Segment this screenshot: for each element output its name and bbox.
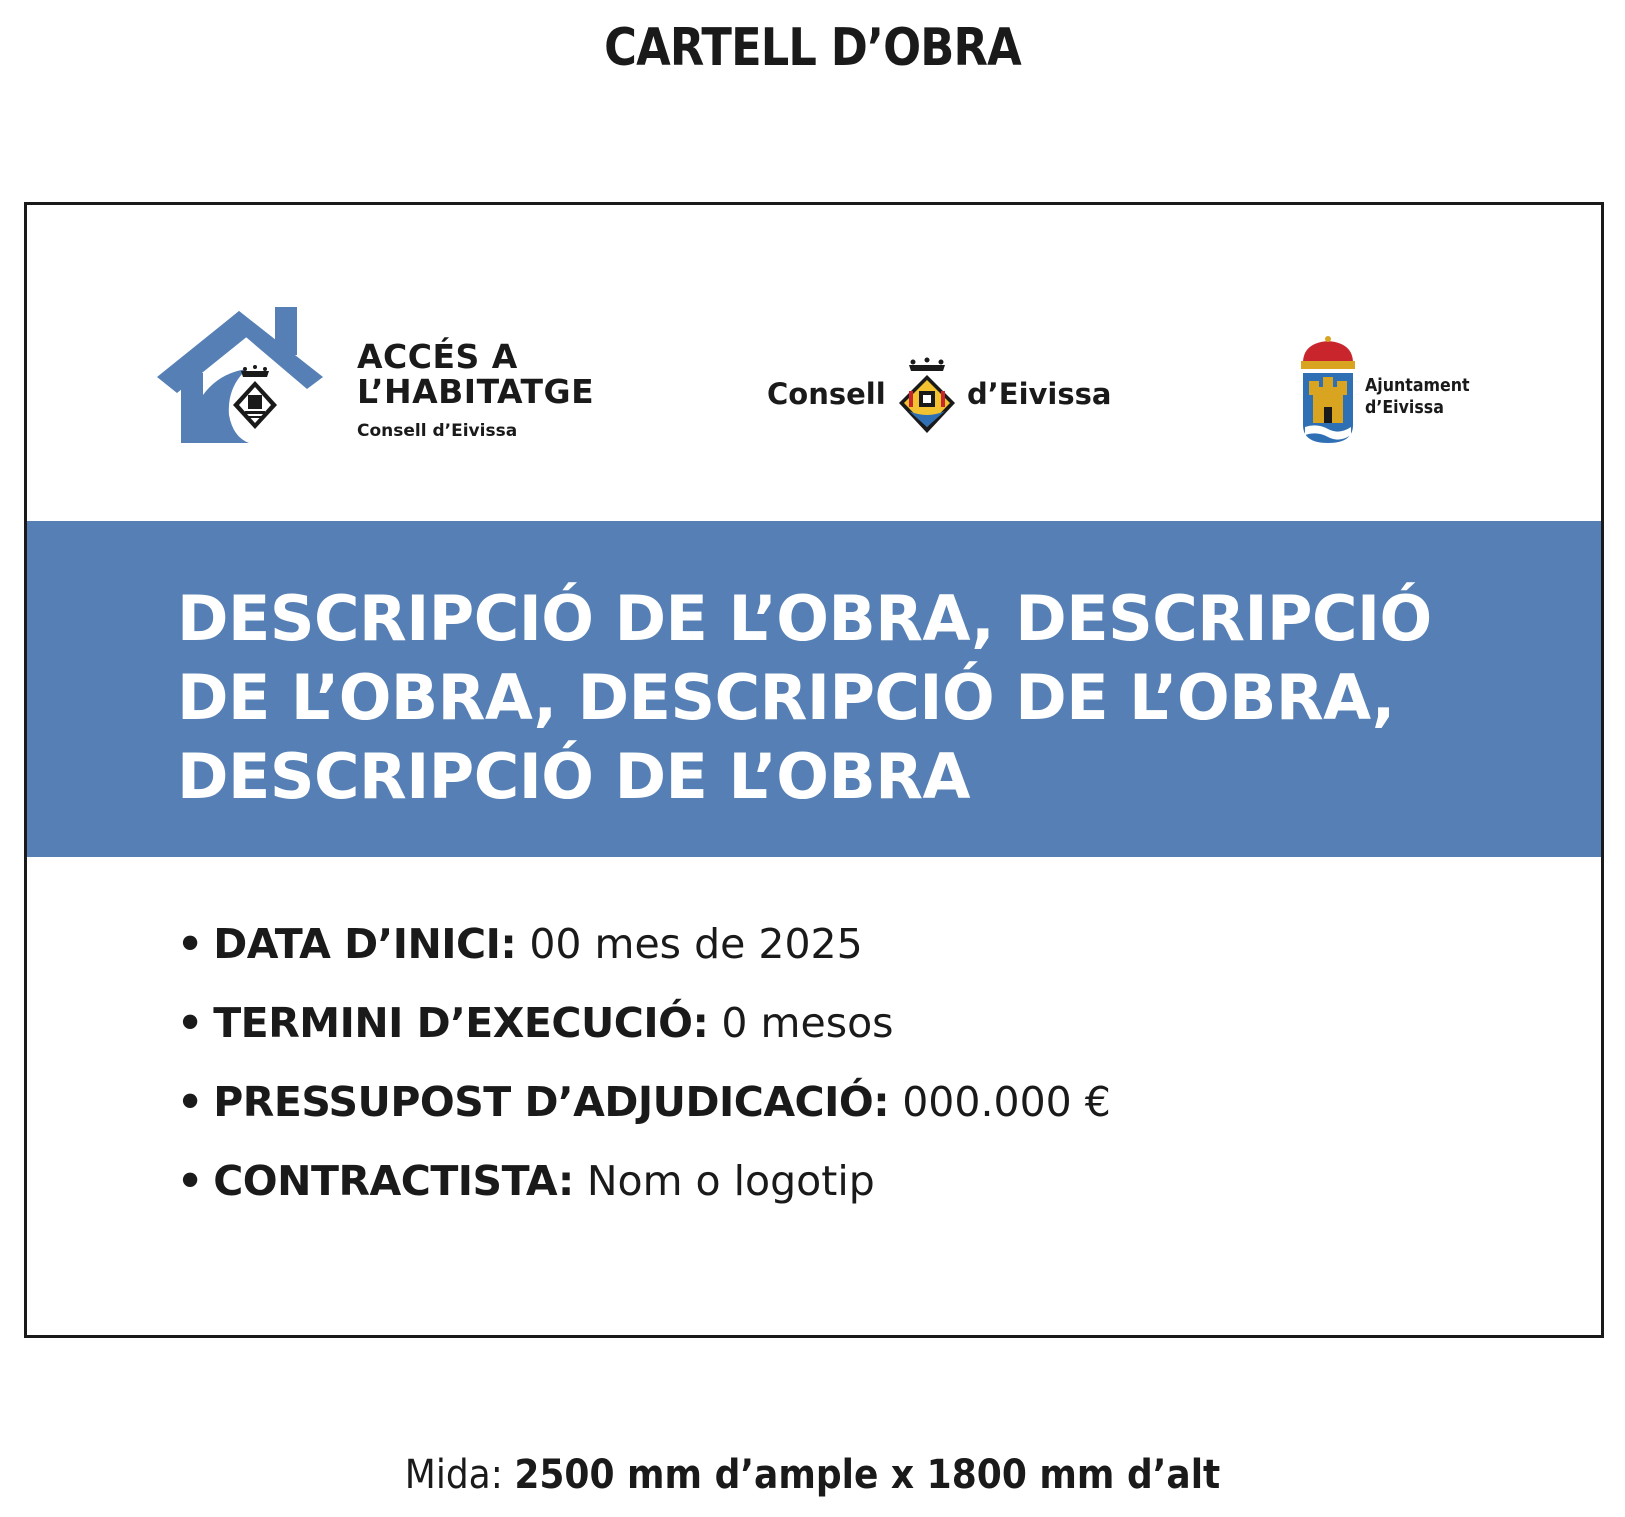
ajuntament-text [1365, 375, 1470, 419]
habitatge-logo-text [357, 339, 594, 441]
habitatge-line2: L’HABITATGE [357, 372, 595, 411]
construction-sign [24, 202, 1604, 1338]
page-title: CARTELL D’OBRA [604, 18, 1021, 78]
consell-left-text: Consell [767, 377, 886, 411]
detail-label: CONTRACTISTA: [213, 1157, 574, 1205]
ajuntament-line1: Ajuntament [1365, 375, 1470, 396]
ajuntament-line2: d’Eivissa [1365, 397, 1444, 418]
footer-prefix: Mida: [404, 1452, 503, 1498]
detail-execution-term [177, 984, 1111, 1063]
consell-logo [767, 355, 1127, 435]
detail-label: DATA D’INICI: [213, 920, 517, 968]
footer-size: 2500 mm d’ample x 1800 mm d’alt [514, 1452, 1221, 1498]
habitatge-line1: ACCÉS A [357, 337, 518, 376]
bullet: • [177, 1157, 204, 1205]
ajuntament-logo [1297, 335, 1497, 445]
detail-label: TERMINI D’EXECUCIÓ: [213, 999, 709, 1047]
description-banner [27, 521, 1601, 857]
size-footer [81, 1452, 1544, 1498]
bullet: • [177, 920, 204, 968]
consell-right-text: d’Eivissa [967, 377, 1112, 411]
house-icon [157, 307, 337, 447]
coat-of-arms-icon [895, 355, 959, 435]
details-list [177, 905, 1111, 1221]
detail-value: 00 mes de 2025 [529, 920, 863, 968]
detail-budget [177, 1063, 1111, 1142]
detail-label: PRESSUPOST D’ADJUDICACIÓ: [213, 1078, 890, 1126]
detail-value: Nom o logotip [586, 1157, 875, 1205]
detail-value: 0 mesos [721, 999, 894, 1047]
bullet: • [177, 1078, 204, 1126]
detail-value: 000.000 € [902, 1078, 1111, 1126]
habitatge-sub: Consell d’Eivissa [357, 421, 518, 441]
detail-start-date [177, 905, 1111, 984]
bullet: • [177, 999, 204, 1047]
castle-shield-icon [1297, 335, 1359, 445]
detail-contractor [177, 1142, 1111, 1221]
description-text: DESCRIPCIÓ DE L’OBRA, DESCRIPCIÓ DE L’OBRA, DESCRIPCIÓ DE L’OBRA, DESCRIPCIÓ DE L’OBRA [177, 582, 1432, 813]
